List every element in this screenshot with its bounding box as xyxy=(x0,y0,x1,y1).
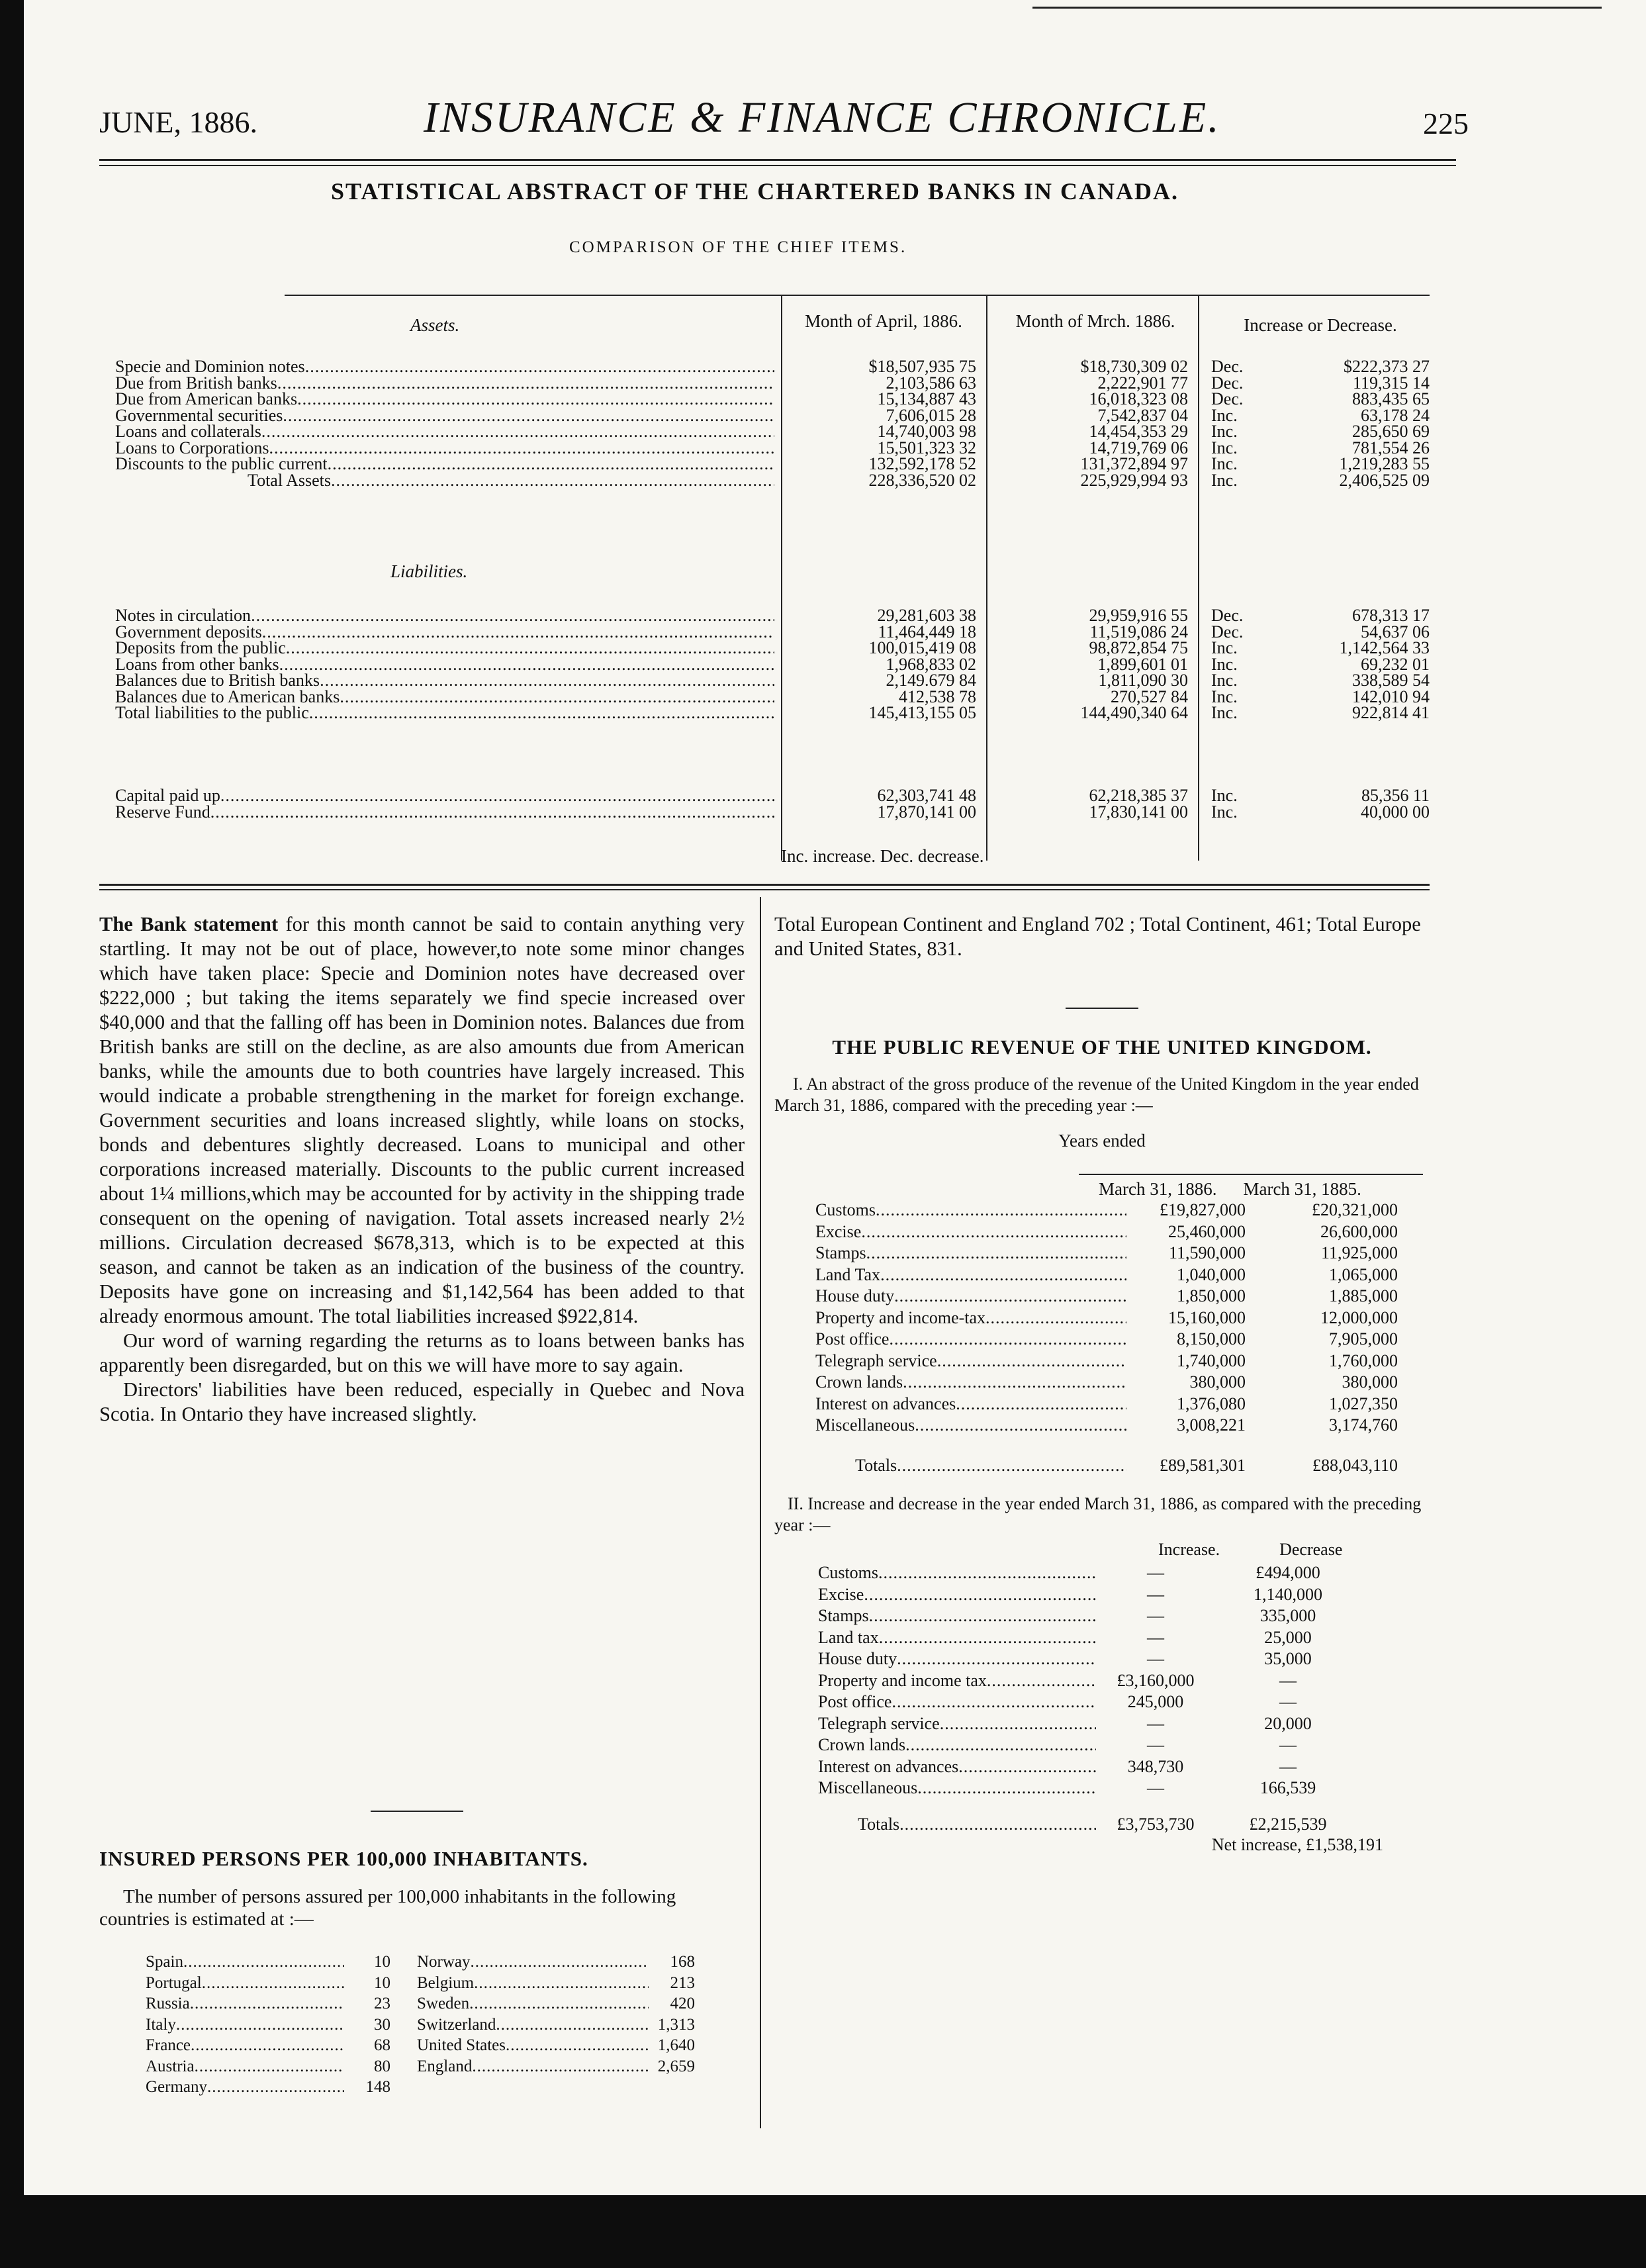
table-row: Reserve Fund ..... xyxy=(115,804,774,821)
scan-top-rule xyxy=(1032,7,1602,9)
page-number: 225 xyxy=(1423,107,1469,140)
revenue-intro: I. An abstract of the gross produce of the revenue of the United Kingdom in the year ended March 31, 1886, compared with the preceding year :— xyxy=(774,1074,1419,1115)
table-row: Miscellaneous ..... — 166,539 xyxy=(818,1777,1361,1799)
table-row: Specie and Dominion notes ..... xyxy=(115,359,774,375)
bank-statement-article xyxy=(99,912,745,1427)
table-row: Total liabilities to the public ..... xyxy=(115,705,774,722)
right-column xyxy=(774,912,1430,1855)
assets-col-b: $18,730,309 02 2,222,901 77 16,018,323 08 7,542,837 04 14,454,353 29 14,719,769 06 131,372,894 97 225,929,994 93 xyxy=(1080,357,1188,490)
assets-labels xyxy=(115,359,774,489)
table-row: Spain ..... 10 Norway ..... 168 xyxy=(146,1952,715,1973)
insured-title: INSURED PERSONS PER 100,000 INHABITANTS. xyxy=(99,1847,588,1870)
table-row: Loans from other banks ..... xyxy=(115,657,774,673)
table-row: Balances due to American banks ..... xyxy=(115,689,774,706)
table-row: Germany ..... 148 xyxy=(146,2077,715,2098)
table-row: House duty ..... — 35,000 xyxy=(818,1648,1361,1670)
years-rule xyxy=(1079,1174,1423,1175)
table-divider-3 xyxy=(1198,296,1199,861)
capital-labels xyxy=(115,788,774,820)
increase-decrease-table xyxy=(818,1562,1361,1835)
table-row: Stamps ..... 11,590,000 11,925,000 xyxy=(815,1243,1398,1264)
revenue-col-headers: March 31, 1886. March 31, 1885. xyxy=(1099,1179,1361,1199)
table-row: Stamps ..... — 335,000 xyxy=(818,1605,1361,1627)
article-lead: The Bank statement xyxy=(99,913,279,935)
table-row: Deposits from the public ..... xyxy=(115,640,774,657)
europe-totals-text: Total European Continent and England 702 ; Total Continent, 461; Total Europe and United States, 831. xyxy=(774,913,1421,960)
table-row: Due from British banks ..... xyxy=(115,375,774,392)
table-row: Post office ..... 245,000 — xyxy=(818,1691,1361,1713)
liabilities-col-c: Dec. 678,313 17 Dec. 54,637 06 Inc. 1,142,564 33 Inc. 69,232 01 Inc. 338,589 54 Inc. 142,010 94 Inc. 922,814 41 xyxy=(1211,606,1430,722)
table-row: Discounts to the public current ..... xyxy=(115,456,774,473)
table-row: Customs ..... £19,827,000 £20,321,000 xyxy=(815,1200,1398,1221)
liabilities-col-b: 29,959,916 55 11,519,086 24 98,872,854 75 1,899,601 01 1,811,090 30 270,527 84 144,490,340 64 xyxy=(1080,606,1188,722)
ii-total-row: Totals ..... £3,753,730 £2,215,539 xyxy=(818,1814,1361,1836)
table-row: Property and income-tax ..... 15,160,000 12,000,000 xyxy=(815,1307,1398,1329)
table-row: Loans to Corporations ..... xyxy=(115,440,774,457)
table-row: House duty ..... 1,850,000 1,885,000 xyxy=(815,1286,1398,1307)
capital-col-b: 62,218,385 37 17,830,141 00 xyxy=(1089,786,1188,822)
table-footnote: Inc. increase. Dec. decrease. xyxy=(781,846,984,866)
header-rule xyxy=(99,159,1456,161)
table-divider-2 xyxy=(986,296,987,861)
header-rule-2 xyxy=(99,165,1456,166)
table-row: Telegraph service ..... — 20,000 xyxy=(818,1713,1361,1735)
column-divider xyxy=(760,897,761,2128)
section-rule xyxy=(99,884,1430,886)
table-row: Due from American banks ..... xyxy=(115,391,774,408)
table-row: Total Assets ..... xyxy=(115,473,774,489)
table-divider-1 xyxy=(781,296,782,861)
table-row: Governmental securities ..... xyxy=(115,408,774,424)
revenue-total-row: Totals ..... £89,581,301 £88,043,110 xyxy=(815,1455,1398,1477)
col-a-header: Month of April, 1886. xyxy=(805,311,962,331)
ii-col-headers: Increase. Decrease xyxy=(1158,1540,1343,1559)
table-row: Land tax ..... — 25,000 xyxy=(818,1627,1361,1649)
table-row: Property and income tax ..... £3,160,000 — xyxy=(818,1670,1361,1692)
liabilities-col-a: 29,281,603 38 11,464,449 18 100,015,419 08 1,968,833 02 2,149.679 84 412,538 78 145,413,155 05 xyxy=(868,606,976,722)
revenue-table xyxy=(815,1200,1398,1476)
table-row: Customs ..... — £494,000 xyxy=(818,1562,1361,1584)
table-row: Russia ..... 23 Sweden ..... 420 xyxy=(146,1993,715,2014)
table-row: Interest on advances ..... 348,730 — xyxy=(818,1756,1361,1778)
table-row: Land Tax ..... 1,040,000 1,065,000 xyxy=(815,1264,1398,1286)
table-row: Loans and collaterals ..... xyxy=(115,424,774,440)
table-row: Austria ..... 80 England ..... 2,659 xyxy=(146,2056,715,2077)
revenue-title: THE PUBLIC REVENUE OF THE UNITED KINGDOM. xyxy=(832,1035,1372,1059)
table-row: Crown lands ..... 380,000 380,000 xyxy=(815,1372,1398,1394)
abstract-subtitle: COMPARISON OF THE CHIEF ITEMS. xyxy=(569,238,907,256)
article-paragraph-1: for this month cannot be said to contain anything very startling. It may not be out of place, however,to note some minor changes which have taken place: Specie and Dominion notes have decreased over $222,000 ; but taking the items separately we find specie increased over $40,000 and that the falling off has been in Dominion notes. Balances due from British banks are still on the decline, as are also amounts due from American banks, while the amounts due to both countries have largely increased. This would indicate a probable strengthening in the market for foreign exchange. Government securities and loans increased slightly, while loans on stocks, bonds and debentures slightly decreased. Loans to municipal and other corporations increased materially. Discounts to the public current increased about 1¼ millions,which may be accounted for by activity in the shipping trade consequent on the opening of navigation. Total assets increased nearly 2½ millions. Circulation decreased $678,313, which is to be expected at this season, and cannot be taken as an indication of the business of the country. Deposits have gone on increasing and $1,142,564 has been added to that already enormous amount. The total liabilities increased $922,814. xyxy=(99,913,745,1327)
table-row: Government deposits ..... xyxy=(115,624,774,641)
table-row: Crown lands ..... — — xyxy=(818,1734,1361,1756)
table-row: Miscellaneous ..... 3,008,221 3,174,760 xyxy=(815,1415,1398,1437)
increase-decrease-intro: II. Increase and decrease in the year ended March 31, 1886, as compared with the preceding year :— xyxy=(774,1494,1422,1535)
table-row: Telegraph service ..... 1,740,000 1,760,000 xyxy=(815,1350,1398,1372)
assets-heading: Assets. xyxy=(410,315,460,335)
assets-col-a: $18,507,935 75 2,103,586 63 15,134,887 43 7,606,015 28 14,740,003 98 15,501,323 32 132,592,178 52 228,336,520 02 xyxy=(868,357,976,490)
table-row: Interest on advances ..... 1,376,080 1,027,350 xyxy=(815,1394,1398,1415)
table-row: Portugal ..... 10 Belgium ..... 213 xyxy=(146,1973,715,1994)
article-paragraph-3: Directors' liabilities have been reduced, especially in Quebec and Nova Scotia. In Ontario they have increased slightly. xyxy=(99,1378,745,1425)
short-divider xyxy=(371,1811,463,1812)
net-increase: Net increase, £1,538,191 xyxy=(1211,1835,1383,1854)
table-row: Post office ..... 8,150,000 7,905,000 xyxy=(815,1329,1398,1350)
years-ended-label: Years ended xyxy=(1058,1131,1146,1151)
col-c-header: Increase or Decrease. xyxy=(1244,315,1397,335)
article-paragraph-2: Our word of warning regarding the returns as to loans between banks has apparently been disregarded, but on this we will have more to say again. xyxy=(99,1329,745,1376)
insured-table xyxy=(146,1952,715,2098)
publication-title: INSURANCE & FINANCE CHRONICLE. xyxy=(424,93,1221,142)
table-row: Capital paid up ..... xyxy=(115,788,774,804)
table-row: France ..... 68 United States ..... 1,640 xyxy=(146,2035,715,2056)
capital-col-a: 62,303,741 48 17,870,141 00 xyxy=(877,786,976,822)
capital-col-c: Inc. 85,356 11 Inc. 40,000 00 xyxy=(1211,786,1430,822)
scan-bottom-border xyxy=(0,2195,1646,2268)
issue-date: JUNE, 1886. xyxy=(99,105,257,139)
scan-left-border xyxy=(0,0,24,2268)
short-divider xyxy=(1066,1008,1138,1009)
liabilities-labels xyxy=(115,608,774,722)
insured-intro: The number of persons assured per 100,000 inhabitants in the following countries is estimated at :— xyxy=(99,1886,676,1930)
table-row: Notes in circulation ..... xyxy=(115,608,774,624)
table-top-rule xyxy=(285,295,1430,296)
col-b-header: Month of Mrch. 1886. xyxy=(1015,311,1175,331)
assets-col-c: Dec. $222,373 27 Dec. 119,315 14 Dec. 883,435 65 Inc. 63,178 24 Inc. 285,650 69 Inc. 781,554 26 Inc. 1,219,283 55 Inc. 2,406,525 09 xyxy=(1211,357,1430,490)
table-row: Excise ..... — 1,140,000 xyxy=(818,1584,1361,1606)
section-rule-2 xyxy=(99,889,1430,890)
abstract-title: STATISTICAL ABSTRACT OF THE CHARTERED BANKS IN CANADA. xyxy=(331,178,1179,205)
table-row: Italy ..... 30 Switzerland ..... 1,313 xyxy=(146,2014,715,2036)
table-row: Balances due to British banks ..... xyxy=(115,673,774,689)
liabilities-heading: Liabilities. xyxy=(390,561,468,581)
table-row: Excise ..... 25,460,000 26,600,000 xyxy=(815,1221,1398,1243)
